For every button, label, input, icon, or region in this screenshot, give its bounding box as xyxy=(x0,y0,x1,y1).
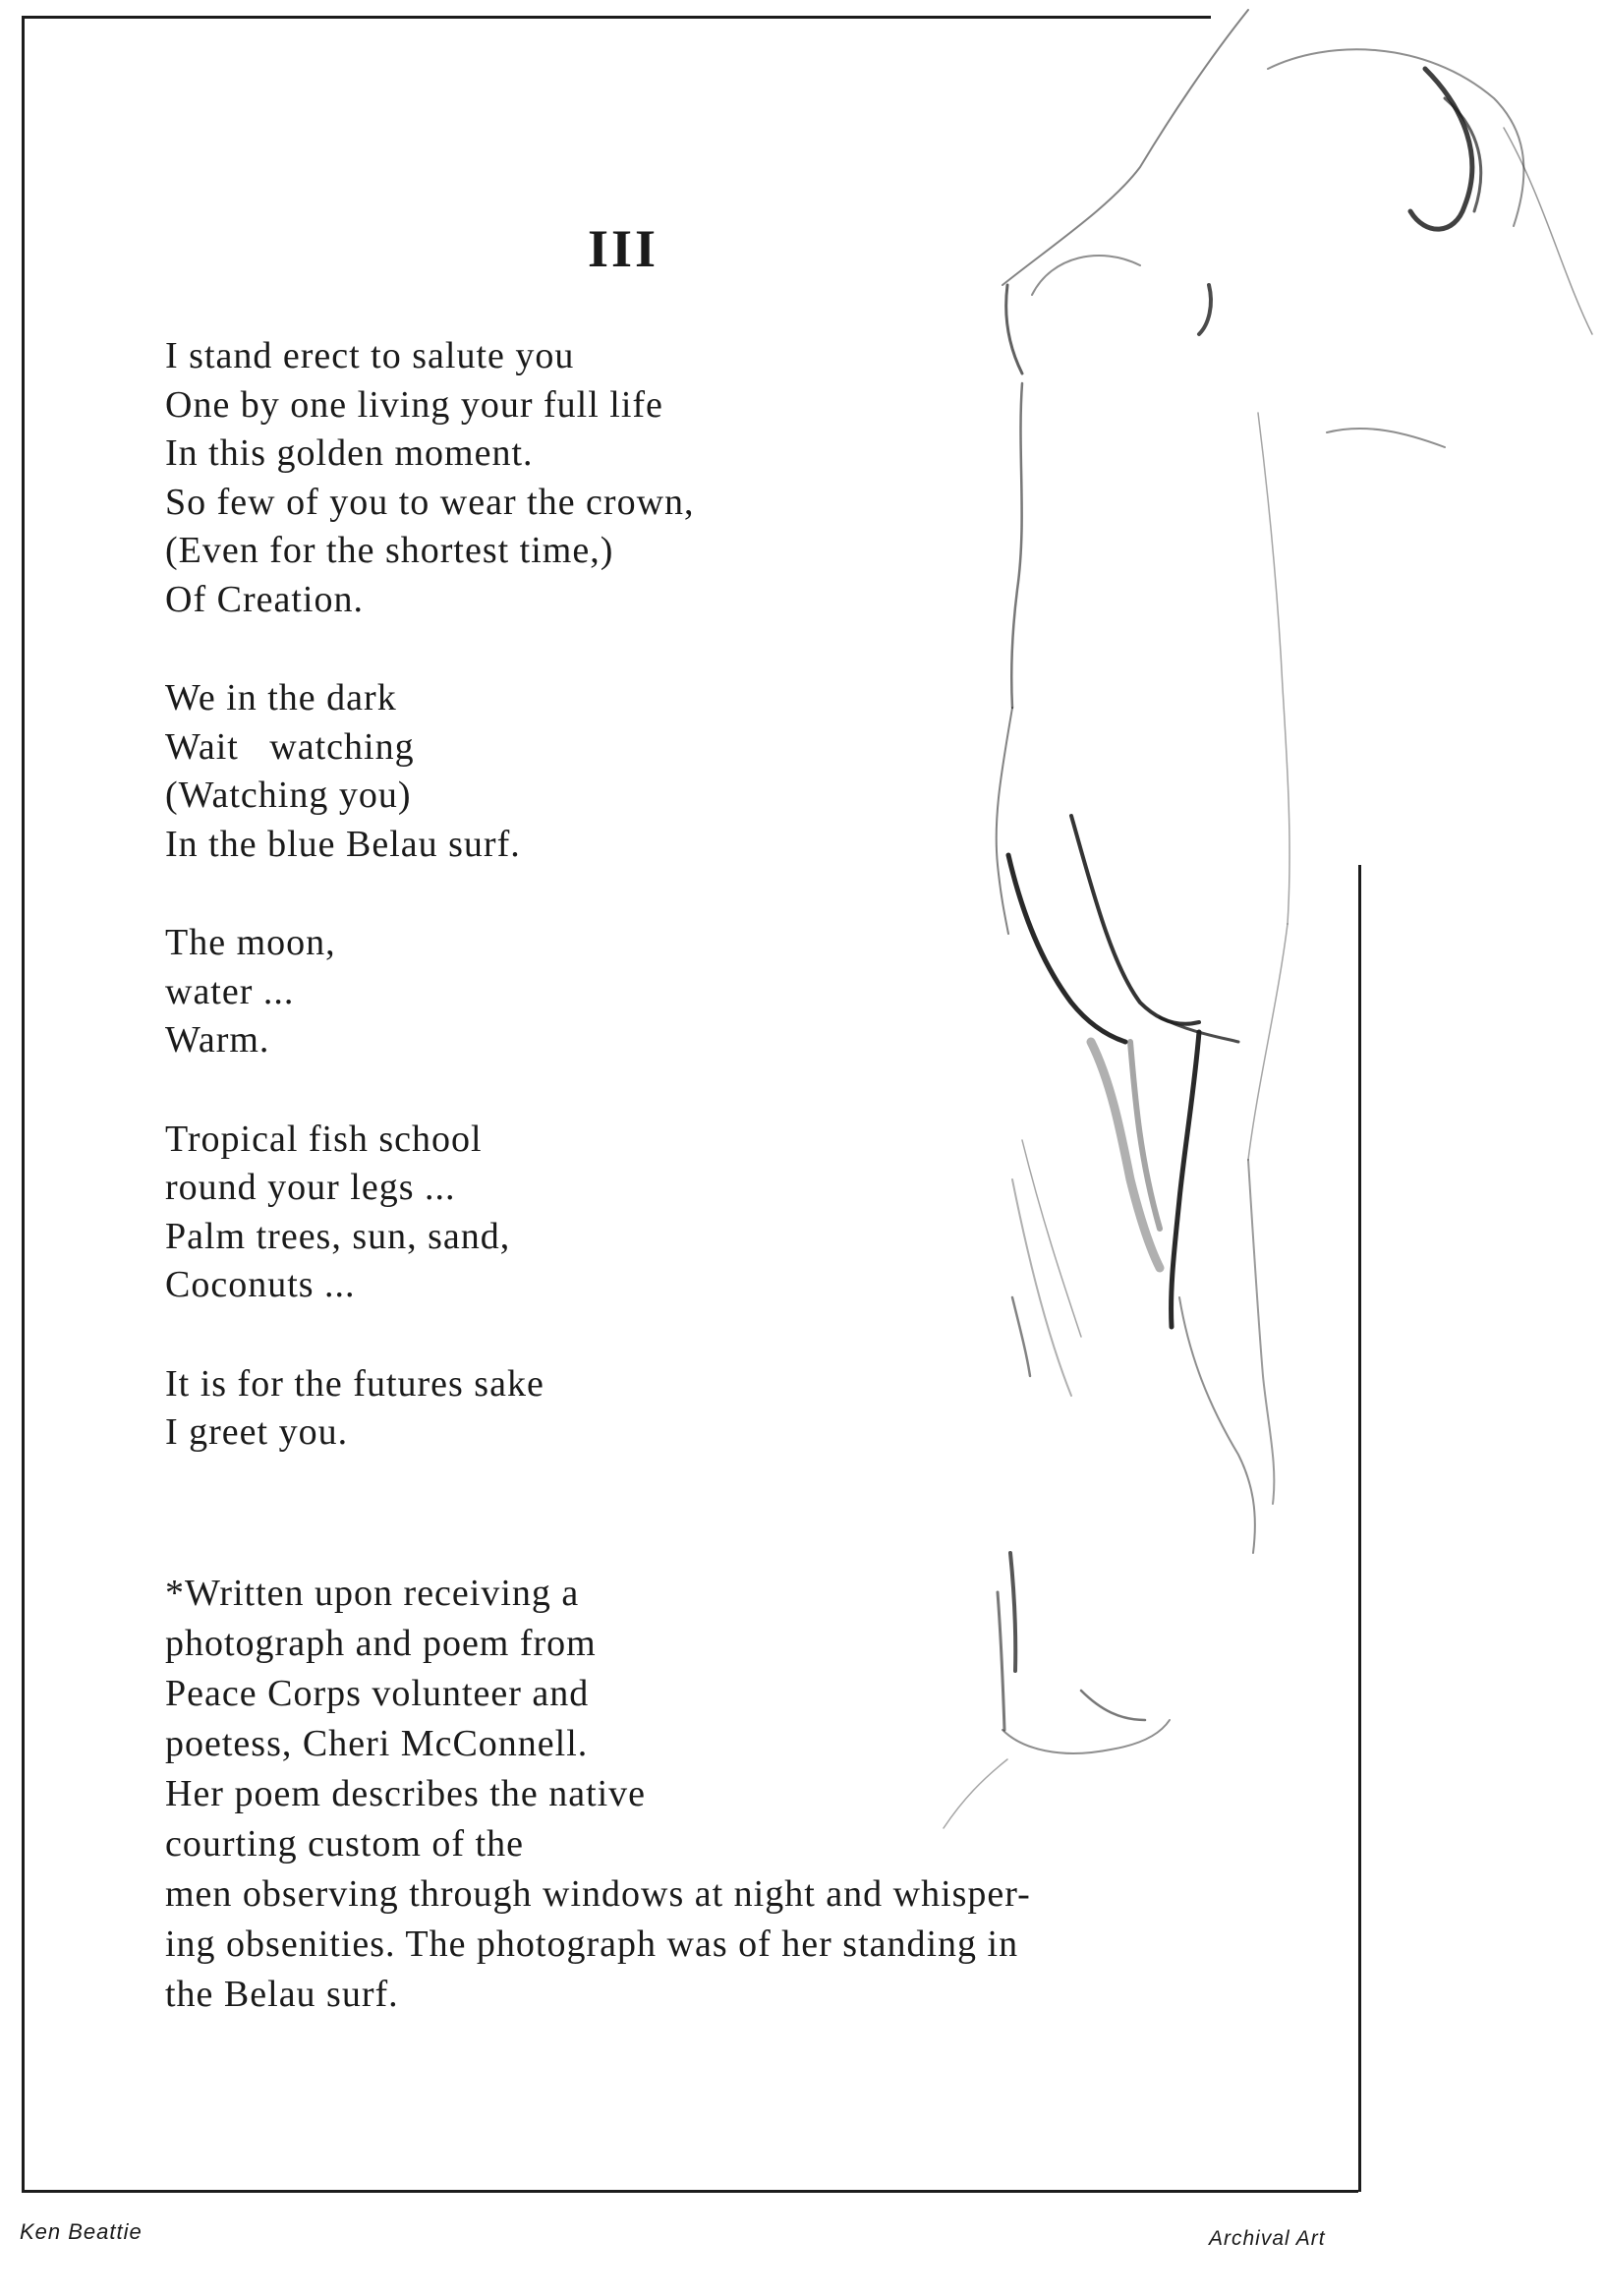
footnote-line: photograph and poem from xyxy=(165,1623,597,1664)
stanza-gap xyxy=(165,624,1050,674)
poem-line: In the blue Belau surf. xyxy=(165,823,521,865)
stanza xyxy=(165,1360,1050,1458)
footnote-line: Peace Corps volunteer and xyxy=(165,1673,590,1714)
stanza-gap xyxy=(165,1310,1050,1360)
poem-line: Palm trees, sun, sand, xyxy=(165,1215,511,1257)
poem-line: It is for the futures sake xyxy=(165,1362,544,1405)
poem-line: I greet you. xyxy=(165,1411,349,1453)
footnote-line: *Written upon receiving a xyxy=(165,1573,580,1614)
poem-line: round your legs ... xyxy=(165,1167,456,1208)
poem-line: Warm. xyxy=(165,1019,270,1061)
poem-line: So few of you to wear the crown, xyxy=(165,481,695,523)
stanza xyxy=(165,332,1050,624)
stanza xyxy=(165,674,1050,869)
poem-line: We in the dark xyxy=(165,677,397,718)
footnote-line: poetess, Cheri McConnell. xyxy=(165,1723,589,1764)
poem-title: III xyxy=(588,219,659,278)
author-credit: Ken Beattie xyxy=(20,2219,143,2244)
poem-line: (Even for the shortest time,) xyxy=(165,530,614,571)
stanza-gap xyxy=(165,869,1050,919)
frame-bottom-line xyxy=(22,2190,1358,2193)
footnote-line: the Belau surf. xyxy=(165,1974,399,2015)
poem-line: water ... xyxy=(165,970,295,1012)
stanza xyxy=(165,919,1050,1065)
poem-line: (Watching you) xyxy=(165,775,412,816)
poem-body xyxy=(165,332,1050,1458)
footnote-line: courting custom of the xyxy=(165,1823,524,1865)
poem-line: The moon, xyxy=(165,922,336,963)
stanza xyxy=(165,1116,1050,1310)
poem-line: Of Creation. xyxy=(165,578,364,620)
poem-line: Wait watching xyxy=(165,725,415,768)
poem-line: I stand erect to salute you xyxy=(165,335,575,376)
stanza-gap xyxy=(165,1065,1050,1116)
poem-line: Coconuts ... xyxy=(165,1264,356,1305)
footnote-line: men observing through windows at night and whisper- xyxy=(165,1873,1031,1915)
source-credit: Archival Art xyxy=(1209,2227,1326,2250)
poem-line: Tropical fish school xyxy=(165,1118,483,1160)
poem-line: In this golden moment. xyxy=(165,432,534,474)
frame-left-line xyxy=(22,16,25,2192)
poem-line: One by one living your full life xyxy=(165,383,663,426)
footnote-line: Her poem describes the native xyxy=(165,1773,647,1814)
poem-footnote xyxy=(165,1569,1246,2020)
footnote-line: ing obsenities. The photograph was of her standing in xyxy=(165,1923,1019,1965)
